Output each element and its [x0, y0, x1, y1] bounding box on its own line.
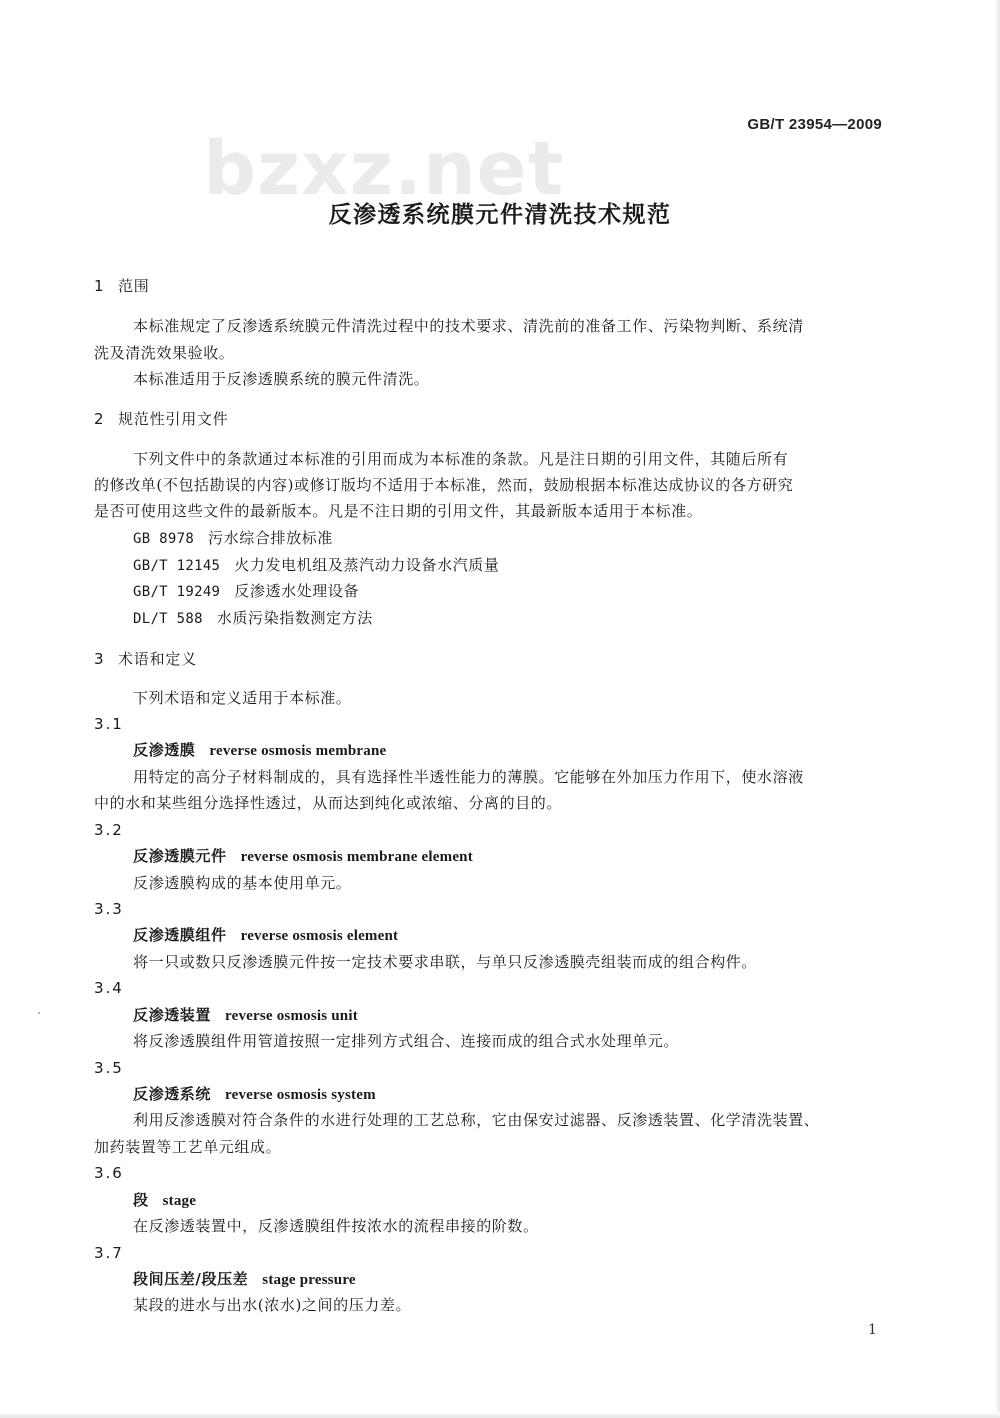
section-3-heading — [94, 649, 197, 669]
paragraph-line: 本标准规定了反渗透系统膜元件清洗过程中的技术要求、清洗前的准备工作、污染物判断、系统清 — [133, 317, 804, 335]
paragraph-line: 洗及清洗效果验收。 — [94, 344, 235, 362]
term-english: stage — [162, 1193, 197, 1209]
term-number: 3.6 — [94, 1164, 124, 1182]
term-english: reverse osmosis element — [240, 928, 399, 944]
section-number: 1 — [94, 277, 105, 295]
term-english: reverse osmosis membrane element — [240, 849, 473, 865]
page-edge-shadow — [994, 0, 1000, 1418]
definition-line: 将反渗透膜组件用管道按照一定排列方式组合、连接而成的组合式水处理单元。 — [133, 1032, 680, 1050]
term-english: reverse osmosis system — [225, 1087, 376, 1103]
reference-item — [133, 581, 359, 602]
standard-code: GB/T 23954—2009 — [747, 116, 882, 133]
definition-line: 用特定的高分子材料制成的，具有选择性半透性能力的薄膜。它能够在外加压力作用下，使水溶液 — [133, 768, 804, 786]
term-heading — [133, 740, 386, 761]
term-heading — [133, 1084, 376, 1105]
section-number: 2 — [94, 410, 105, 428]
term-heading — [133, 846, 473, 867]
reference-item — [133, 528, 333, 549]
term-number: 3.7 — [94, 1244, 124, 1262]
section-1-heading — [94, 276, 150, 296]
paragraph-line: 的修改单(不包括勘误的内容)或修订版均不适用于本标准，然而，鼓励根据本标准达成协议的各方研究 — [94, 476, 794, 494]
term-heading — [133, 925, 398, 946]
reference-item — [133, 608, 373, 629]
term-heading — [133, 1005, 358, 1026]
term-chinese: 反渗透膜组件 — [133, 926, 227, 944]
watermark: bzxz.net — [203, 126, 565, 212]
paragraph-line: 下列术语和定义适用于本标准。 — [133, 689, 352, 707]
section-title: 术语和定义 — [118, 650, 198, 668]
page-edge-shadow — [0, 1412, 1000, 1418]
term-chinese: 反渗透膜元件 — [133, 847, 227, 865]
paragraph-line: 下列文件中的条款通过本标准的引用而成为本标准的条款。凡是注日期的引用文件，其随后所有 — [133, 450, 789, 468]
term-chinese: 反渗透装置 — [133, 1006, 212, 1024]
reference-title: 反渗透水处理设备 — [234, 582, 360, 600]
reference-title: 污水综合排放标准 — [208, 529, 333, 547]
reference-item — [133, 555, 500, 576]
term-number: 3.3 — [94, 900, 124, 918]
definition-line: 利用反渗透膜对符合条件的水进行处理的工艺总称，它由保安过滤器、反渗透装置、化学清洗装置、 — [133, 1111, 820, 1129]
page-number: 1 — [868, 1322, 877, 1338]
term-number: 3.2 — [94, 821, 124, 839]
reference-title: 火力发电机组及蒸汽动力设备水汽质量 — [234, 556, 500, 574]
reference-code: GB/T 12145 — [133, 558, 221, 574]
definition-line: 某段的进水与出水(浓水)之间的压力差。 — [133, 1296, 412, 1314]
section-title: 规范性引用文件 — [118, 410, 229, 428]
definition-line: 中的水和某些组分选择性透过，从而达到纯化或浓缩、分离的目的。 — [94, 794, 563, 812]
reference-code: GB 8978 — [133, 531, 195, 547]
document-title: 反渗透系统膜元件清洗技术规范 — [328, 202, 672, 228]
term-english: stage pressure — [262, 1272, 356, 1288]
paragraph-line: 是否可使用这些文件的最新版本。凡是不注日期的引用文件，其最新版本适用于本标准。 — [94, 502, 703, 520]
term-chinese: 反渗透系统 — [133, 1085, 212, 1103]
term-number: 3.4 — [94, 979, 124, 997]
paragraph-line: 本标准适用于反渗透膜系统的膜元件清洗。 — [133, 370, 430, 388]
scan-artifact — [38, 1012, 40, 1014]
term-chinese: 段间压差/段压差 — [133, 1270, 249, 1288]
reference-code: DL/T 588 — [133, 611, 203, 627]
section-number: 3 — [94, 650, 105, 668]
definition-line: 反渗透膜构成的基本使用单元。 — [133, 874, 352, 892]
term-heading — [133, 1269, 356, 1290]
term-number: 3.1 — [94, 715, 124, 733]
section-title: 范围 — [118, 277, 150, 295]
section-2-heading — [94, 409, 229, 429]
definition-line: 加药装置等工艺单元组成。 — [94, 1138, 282, 1156]
term-chinese: 反渗透膜 — [133, 741, 196, 759]
reference-title: 水质污染指数测定方法 — [216, 609, 373, 627]
term-english: reverse osmosis membrane — [209, 743, 387, 759]
reference-code: GB/T 19249 — [133, 584, 221, 600]
definition-line: 将一只或数只反渗透膜元件按一定技术要求串联，与单只反渗透膜壳组装而成的组合构件。 — [133, 953, 758, 971]
term-chinese: 段 — [133, 1191, 149, 1209]
definition-line: 在反渗透装置中，反渗透膜组件按浓水的流程串接的阶数。 — [133, 1217, 539, 1235]
term-number: 3.5 — [94, 1059, 124, 1077]
term-english: reverse osmosis unit — [225, 1008, 358, 1024]
term-heading — [133, 1190, 196, 1211]
